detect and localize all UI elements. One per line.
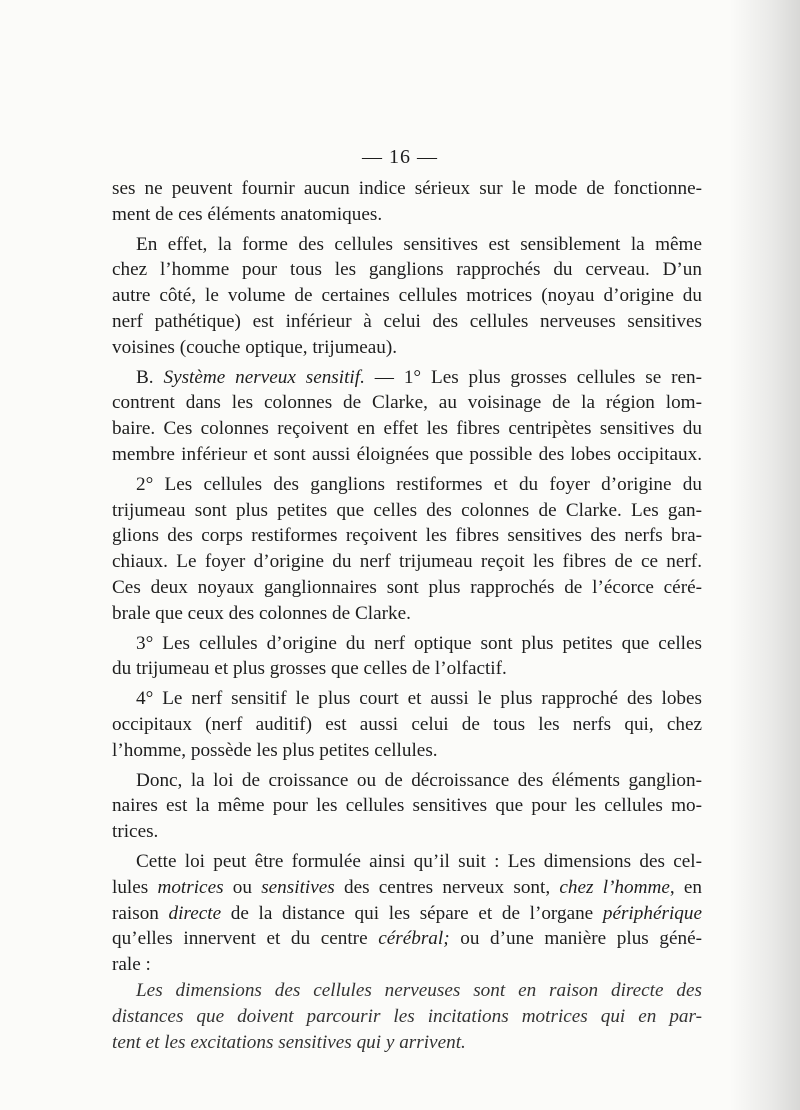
- text-line: autre côté, le volume de certaines cellules motrices (noyau d’origine du: [112, 285, 702, 307]
- italic-term: sensitives: [261, 876, 335, 898]
- text-line: [112, 365, 702, 391]
- law-statement-line: tent et les excitations sensitives qui y arrivent.: [112, 1031, 466, 1053]
- text-line: rale :: [112, 954, 151, 976]
- law-statement-line: Les dimensions des cellules nerveuses sont en raison directe des: [136, 979, 702, 1001]
- italic-term: motrices: [157, 876, 224, 898]
- italic-term: chez l’homme: [559, 876, 670, 898]
- text-fragment: ou: [223, 876, 262, 898]
- text-line: nerf pathétique) est inférieur à celui des cellules nerveuses sensitives: [112, 310, 702, 332]
- text-line: ment de ces éléments anatomiques.: [112, 203, 383, 225]
- text-fragment: lules: [112, 876, 158, 898]
- text-line: chiaux. Le foyer d’origine du nerf trijumeau reçoit les fibres de ce nerf.: [112, 551, 702, 573]
- text-fragment: B.: [136, 366, 164, 388]
- text-line: 3° Les cellules d’origine du nerf optique sont plus petites que celles: [136, 632, 702, 654]
- page-number: — 16 —: [362, 146, 438, 168]
- text-fragment: — 1° Les plus grosses cellules se ren-: [364, 366, 702, 388]
- text-line: membre inférieur et sont aussi éloignées que possible des lobes occipitaux.: [112, 443, 702, 465]
- text-line: naires est la même pour les cellules sensitives que pour les cellules mo-: [112, 795, 702, 817]
- text-fragment: raison: [112, 902, 169, 924]
- text-line: Cette loi peut être formulée ainsi qu’il suit : Les dimensions des cel-: [136, 850, 702, 872]
- law-statement-line: distances que doivent parcourir les incitations motrices qui en par-: [112, 1005, 702, 1027]
- text-line: chez l’homme pour tous les ganglions rapprochés du cerveau. D’un: [112, 259, 702, 281]
- text-line: l’homme, possède les plus petites cellules.: [112, 739, 438, 761]
- text-line: contrent dans les colonnes de Clarke, au voisinage de la région lom-: [112, 392, 702, 414]
- text-fragment: de la distance qui les sépare et de l’organe: [221, 902, 603, 924]
- body-text: [112, 176, 702, 1055]
- text-line: glions des corps restiformes reçoivent les fibres sensitives des nerfs bra-: [112, 525, 702, 547]
- text-fragment: qu’elles innervent et du centre: [112, 928, 379, 950]
- text-line: occipitaux (nerf auditif) est aussi celui de tous les nerfs qui, chez: [112, 713, 702, 735]
- italic-term: périphérique: [602, 902, 702, 924]
- text-line: baire. Ces colonnes reçoivent en effet les fibres centripètes sensitives du: [112, 418, 702, 440]
- text-line: trijumeau sont plus petites que celles des colonnes de Clarke. Les gan-: [112, 499, 702, 521]
- text-line: voisines (couche optique, trijumeau).: [112, 336, 398, 358]
- text-line: 4° Le nerf sensitif le plus court et aussi le plus rapproché des lobes: [136, 688, 702, 710]
- italic-term: directe: [168, 902, 222, 924]
- italic-term: cérébral;: [378, 928, 450, 950]
- text-line: En effet, la forme des cellules sensitives est sensiblement la même: [136, 233, 702, 255]
- text-line: ses ne peuvent fournir aucun indice sérieux sur le mode de fonctionne-: [112, 178, 702, 199]
- text-line: Donc, la loi de croissance ou de décroissance des éléments ganglion-: [136, 769, 702, 791]
- text-line: trices.: [112, 821, 159, 843]
- text-line: du trijumeau et plus grosses que celles de l’olfactif.: [112, 658, 507, 680]
- text-line: Ces deux noyaux ganglionnaires sont plus rapprochés de l’écorce céré-: [112, 576, 702, 598]
- text-line: [112, 875, 702, 901]
- text-line: brale que ceux des colonnes de Clarke.: [112, 602, 411, 624]
- text-fragment: des centres nerveux sont,: [334, 876, 560, 898]
- text-line: [112, 901, 702, 927]
- text-line: 2° Les cellules des ganglions restiformes et du foyer d’origine du: [136, 473, 702, 495]
- text-fragment: , en: [669, 876, 702, 898]
- text-fragment: ou d’une manière plus géné-: [449, 928, 702, 950]
- italic-heading: Système nerveux sensitif.: [163, 366, 365, 388]
- text-line: [112, 926, 702, 952]
